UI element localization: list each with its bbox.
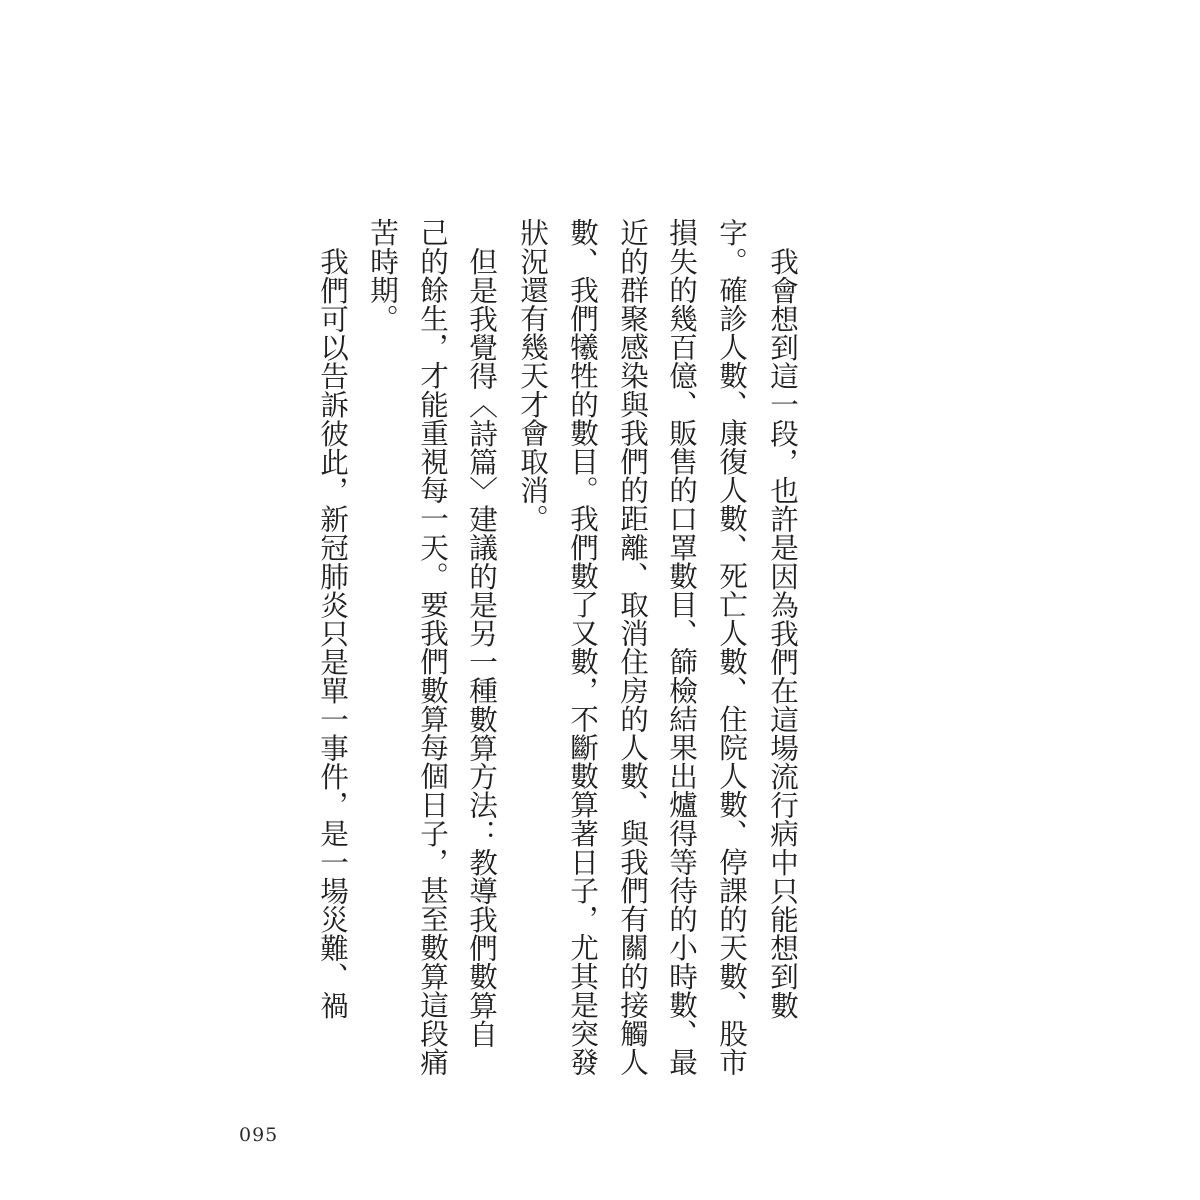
text-column: 我們可以告訴彼此，新冠肺炎只是單一事件，是一場災難、禍 — [316, 247, 350, 1020]
text-column: 狀況還有幾天才會取消。 — [516, 218, 550, 533]
text-column: 損失的幾百億、販售的口罩數目、篩檢結果出爐得等待的小時數、最 — [665, 218, 699, 1076]
text-column: 己的餘生，才能重視每一天。要我們數算每個日子，甚至數算這段痛 — [416, 218, 450, 1076]
text-column: 近的群聚感染與我們的距離、取消住房的人數、與我們有關的接觸人 — [616, 218, 650, 1076]
text-column: 字。確診人數、康復人數、死亡人數、住院人數、停課的天數、股市 — [715, 218, 749, 1076]
text-column: 我會想到這一段，也許是因為我們在這場流行病中只能想到數 — [766, 247, 800, 1020]
text-column: 但是我覺得〈詩篇〉建議的是另一種數算方法：教導我們數算自 — [465, 247, 499, 1048]
text-column: 苦時期。 — [366, 218, 400, 333]
text-column: 數、我們犧牲的數目。我們數了又數，不斷數算著日子，尤其是突發 — [566, 218, 600, 1076]
page-number: 095 — [239, 1124, 279, 1146]
